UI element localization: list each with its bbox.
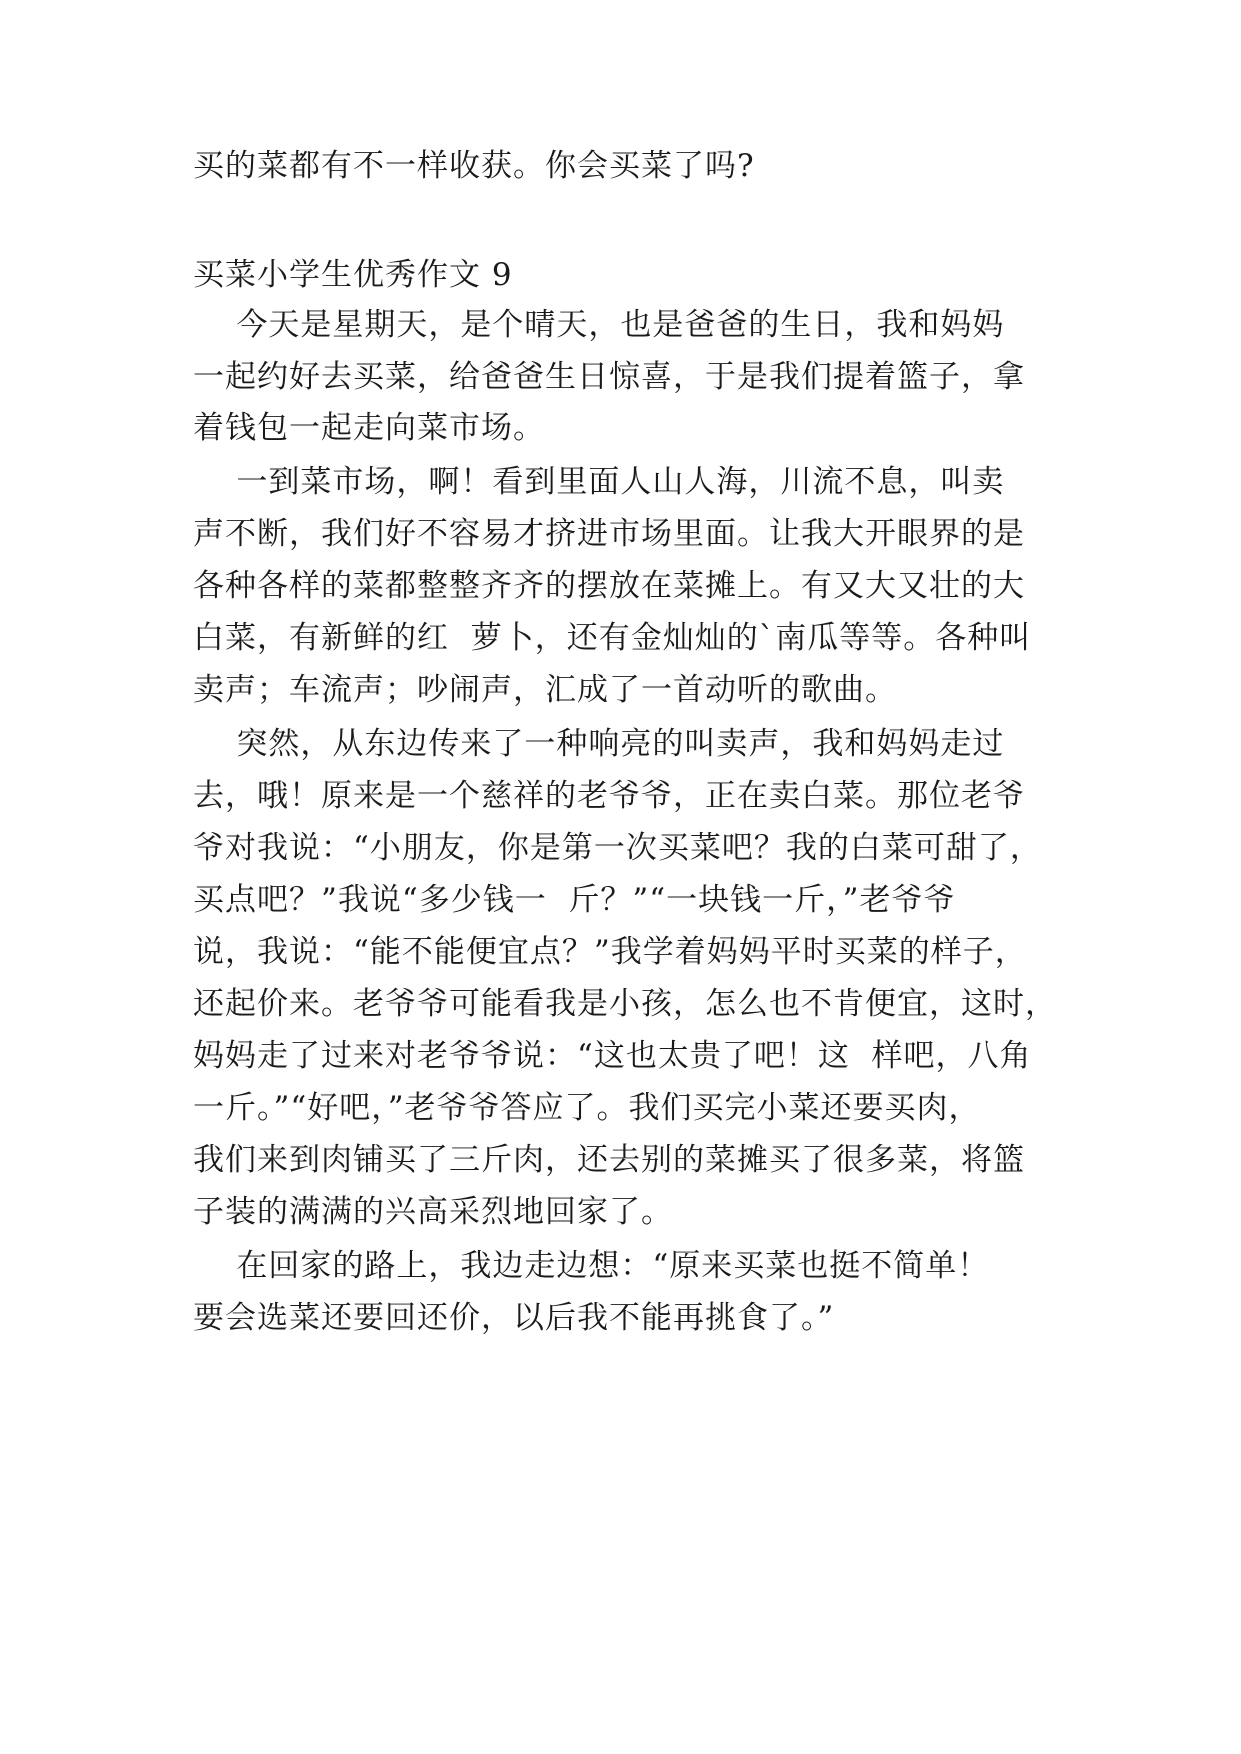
text-line: 还起价来。老爷爷可能看我是小孩，怎么也不肯便宜，这时， [193,986,1057,1022]
text-line: 声不断，我们好不容易才挤进市场里面。让我大开眼界的是 [193,516,1025,552]
text-line: 今天是星期天，是个晴天，也是爸爸的生日，我和妈妈 [193,307,1005,343]
text-line: 说，我说：“能不能便宜点？”我学着妈妈平时买菜的样子， [193,934,1027,970]
text-line: 在回家的路上，我边走边想：“原来买菜也挺不简单！ [193,1248,990,1284]
text-line: 妈妈走了过来对老爷爷说：“这也太贵了吧！这 样吧，八角 [193,1038,1032,1074]
text-line: 白菜，有新鲜的红 萝卜，还有金灿灿的`南瓜等等。各种叫 [193,620,1032,656]
text-line: 卖声；车流声；吵闹声，汇成了一首动听的歌曲。 [193,672,897,708]
text-line: 我们来到肉铺买了三斤肉，还去别的菜摊买了很多菜，将篮 [193,1142,1025,1178]
text-line: 各种各样的菜都整整齐齐的摆放在菜摊上。有又大又壮的大 [193,568,1025,604]
section-title: 买菜小学生优秀作文 9 [193,257,513,293]
text-line: 一斤。”“好吧，”老爷爷答应了。我们买完小菜还要买肉， [193,1090,981,1126]
text-line: 买的菜都有不一样收获。你会买菜了吗? [193,148,755,184]
text-line: 一到菜市场，啊！看到里面人山人海，川流不息，叫卖 [193,464,1005,500]
text-line: 着钱包一起走向菜市场。 [193,410,545,446]
text-line: 去，哦！原来是一个慈祥的老爷爷，正在卖白菜。那位老爷 [193,778,1025,814]
text-line: 一起约好去买菜，给爸爸生日惊喜，于是我们提着篮子，拿 [193,359,1025,395]
text-line: 子装的满满的兴高采烈地回家了。 [193,1194,673,1230]
text-line: 爷对我说：“小朋友，你是第一次买菜吧？我的白菜可甜了， [193,830,1042,866]
text-line: 买点吧？”我说“多少钱一 斤？”“一块钱一斤，”老爷爷 [193,882,956,918]
text-line: 要会选菜还要回还价，以后我不能再挑食了。” [193,1300,835,1336]
text-line: 突然，从东边传来了一种响亮的叫卖声，我和妈妈走过 [193,726,1005,762]
